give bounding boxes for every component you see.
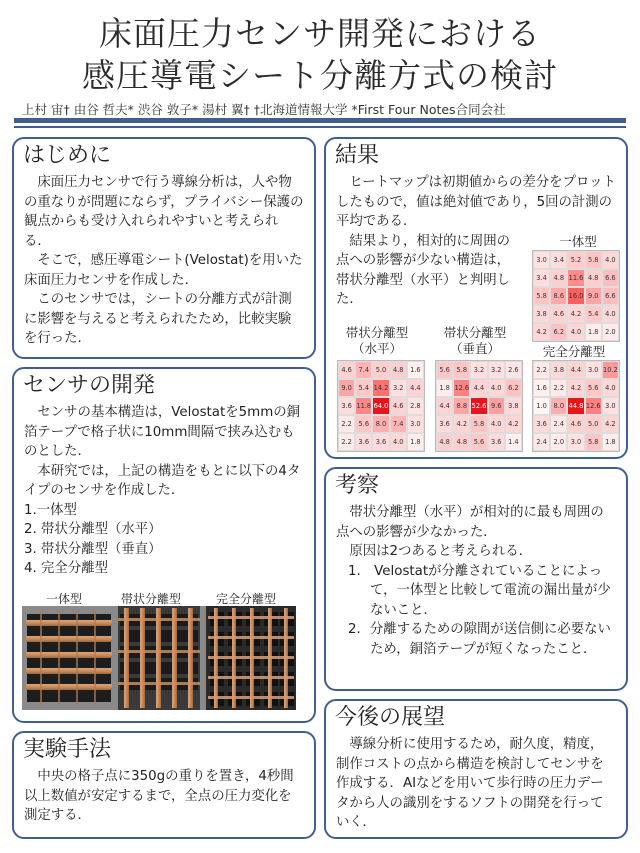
method-paragraph-1: 中央の格子点に350gの重りを置き，4秒間以上数値が安定するまで，全点の圧力変化を測定する． [24, 769, 294, 823]
heatmap-cell: 4.0 [602, 305, 619, 323]
heatmap-cell: 4.0 [602, 251, 619, 269]
heatmap-cell: 4.6 [338, 361, 355, 379]
heatmap-cell: 4.6 [550, 305, 567, 323]
heatmap-cell: 4.4 [567, 361, 584, 379]
heatmap-cell: 3.4 [533, 269, 550, 287]
authors-line: 上村 宙† 由谷 哲夫* 渋谷 敦子* 湯村 翼† †北海道情報大学 *First Four Notes合同会社 [22, 102, 506, 117]
heatmap-cell: 1.6 [407, 361, 424, 379]
heatmap-cell: 4.4 [436, 397, 453, 415]
sensor-type-list [24, 501, 304, 579]
discussion-paragraph-1: 帯状分離型（水平）が相対的に最も周囲の点への影響が少なかった． [336, 505, 604, 540]
heatmap-cell: 4.0 [488, 379, 505, 397]
intro-paragraph-2: そこで，感圧導電シート(Velostat)を用いた床面圧力センサを作成した． [24, 253, 303, 288]
method-panel [12, 731, 316, 839]
heatmap-integrated [532, 250, 620, 342]
heatmap-cell: 5.6 [355, 415, 372, 433]
heatmap-cell: 4.0 [602, 379, 619, 397]
heatmap-cell: 3.8 [550, 361, 567, 379]
heatmap-label-strip-vertical: 帯状分離型 （垂直） [443, 325, 507, 356]
heatmap-label-integrated: 一体型 [559, 234, 597, 249]
heatmap-cell: 2.4 [533, 433, 550, 451]
heatmap-cell: 8.8 [453, 397, 470, 415]
heatmap-cell: 3.6 [488, 433, 505, 451]
future-paragraph-1: 導線分析に使用するため，耐久度，精度，制作コストの点から構造を検討してセンサを作成する．AIなどを用いて歩行時の圧力データから人の識別をするソフトの開発を行っていく． [336, 737, 604, 830]
heatmap-cell: 12.6 [453, 379, 470, 397]
heatmap-cell: 5.0 [372, 361, 389, 379]
heatmap-cell: 4.8 [390, 361, 407, 379]
sensor-integrated-image [26, 610, 112, 706]
intro-panel [12, 137, 316, 359]
intro-heading: はじめに [23, 143, 112, 168]
heatmap-cell: 3.2 [488, 361, 505, 379]
heatmap-cell: 6.2 [550, 323, 567, 341]
heatmap-cell: 3.8 [533, 305, 550, 323]
header-rule-thick [14, 118, 626, 123]
heatmap-cell: 5.8 [533, 287, 550, 305]
heatmap-cell: 12.6 [585, 397, 602, 415]
sensor-type-item: 2. 帯状分離型（水平） [24, 522, 162, 537]
sensor-heading: センサの開発 [23, 373, 156, 398]
heatmap-cell: 3.2 [390, 379, 407, 397]
heatmap-cell: 3.0 [585, 361, 602, 379]
heatmap-cell: 4.6 [390, 397, 407, 415]
heatmap-cell: 5.4 [585, 305, 602, 323]
heatmap-cell: 5.8 [453, 361, 470, 379]
heatmap-cell: 2.0 [602, 323, 619, 341]
discussion-paragraph-2: 原因は2つあると考えられる． [349, 544, 532, 559]
intro-body [24, 173, 304, 349]
heatmap-cell: 16.0 [567, 287, 584, 305]
discussion-item: 1. Velostatが分離されていることによって，一体型と比較して電流の漏出量が少ないこと． [348, 563, 611, 618]
heatmap-cell: 3.0 [602, 397, 619, 415]
heatmap-cell: 4.4 [407, 379, 424, 397]
heatmap-cell: 9.6 [488, 397, 505, 415]
heatmap-cell: 1.8 [602, 433, 619, 451]
poster-title-line-2: 感圧導電シート分離方式の検討 [82, 56, 558, 95]
sensor-paragraph-1: センサの基本構造は，Velostatを5mmの銅箔テープで格子状に10mm間隔で挟み込むものとした． [24, 405, 301, 459]
heatmap-cell: 52.6 [470, 397, 487, 415]
sensor-type-item: 4. 完全分離型 [24, 561, 108, 576]
heatmap-cell: 6.2 [505, 379, 522, 397]
heatmap-cell: 1.8 [436, 379, 453, 397]
method-body [24, 767, 304, 826]
sensor-type-item: 3. 帯状分離型（垂直） [24, 541, 162, 557]
heatmap-cell: 11.6 [567, 269, 584, 287]
photo-label-integrated: 一体型 [46, 592, 83, 606]
discussion-item: 2．分離するための隙間が送信側に必要ないため，銅箔テープが短くなったこと． [348, 622, 611, 657]
heatmap-cell: 2.8 [407, 397, 424, 415]
heatmap-cell: 3.6 [533, 415, 550, 433]
heatmap-cell: 5.6 [436, 361, 453, 379]
heatmap-cell: 3.8 [505, 397, 522, 415]
heatmap-cell: 5.6 [470, 433, 487, 451]
heatmap-cell: 1.0 [533, 397, 550, 415]
heatmap-cell: 5.2 [567, 251, 584, 269]
heatmap-cell: 5.4 [355, 379, 372, 397]
heatmap-cell: 3.6 [436, 415, 453, 433]
heatmap-strip-vertical [435, 360, 523, 452]
heatmap-cell: 4.2 [505, 415, 522, 433]
heatmap-cell: 6.6 [602, 287, 619, 305]
heatmap-cell: 1.8 [585, 323, 602, 341]
method-heading: 実験手法 [23, 737, 112, 762]
heatmap-cell: 5.8 [470, 415, 487, 433]
heatmap-label-full: 完全分離型 [542, 344, 606, 359]
sensor-body [24, 403, 304, 579]
future-body [336, 735, 616, 833]
heatmap-cell: 8.6 [550, 287, 567, 305]
heatmap-cell: 8.0 [550, 397, 567, 415]
heatmap-cell: 4.6 [567, 415, 584, 433]
heatmap-cell: 4.0 [488, 415, 505, 433]
heatmap-cell: 2.4 [550, 415, 567, 433]
heatmap-cell: 5.6 [585, 379, 602, 397]
sensor-paragraph-2: 本研究では，上記の構造をもとに以下の4タイプのセンサを作成した． [24, 463, 301, 498]
heatmap-cell: 4.2 [567, 305, 584, 323]
heatmap-cell: 2.2 [550, 379, 567, 397]
heatmap-cell: 8.0 [372, 415, 389, 433]
sensor-type-item: 1.一体型 [24, 502, 77, 518]
results-heading: 結果 [335, 143, 380, 168]
heatmap-cell: 4.2 [533, 323, 550, 341]
heatmap-cell: 14.2 [372, 379, 389, 397]
heatmap-cell: 1.8 [407, 433, 424, 451]
heatmap-cell: 2.2 [533, 361, 550, 379]
heatmap-cell: 44.8 [567, 397, 584, 415]
intro-paragraph-3: このセンサでは，シートの分離方式が計測に影響を与えると考えられたため，比較実験を行った． [24, 292, 292, 346]
heatmap-cell: 4.4 [470, 379, 487, 397]
heatmap-cell: 3.0 [533, 251, 550, 269]
sensor-photo [22, 606, 296, 710]
heatmap-cell: 9.0 [338, 379, 355, 397]
heatmap-cell: 2.0 [550, 433, 567, 451]
heatmap-cell: 3.6 [355, 433, 372, 451]
discussion-heading: 考察 [335, 473, 380, 498]
heatmap-cell: 10.2 [602, 361, 619, 379]
heatmap-cell: 1.4 [505, 433, 522, 451]
intro-paragraph-1: 床面圧力センサで行う導線分析は，人や物の重なりが問題にならず，プライバシー保護の観点からも受け入れられやすいと考えられる． [24, 175, 304, 249]
heatmap-cell: 2.2 [338, 415, 355, 433]
heatmap-cell: 4.0 [567, 323, 584, 341]
heatmap-full [532, 360, 620, 452]
results-paragraph-1: ヒートマップは初期値からの差分をプロットしたもので，値は絶対値であり，5回の計測の平均である． [336, 175, 616, 229]
sensor-strip-image [118, 606, 200, 710]
photo-label-full: 完全分離型 [216, 592, 277, 606]
heatmap-cell: 4.2 [602, 415, 619, 433]
heatmap-cell: 7.4 [390, 415, 407, 433]
heatmap-cell: 3.2 [470, 361, 487, 379]
discussion-body [336, 503, 616, 659]
heatmap-cell: 64.0 [372, 397, 389, 415]
future-heading: 今後の展望 [335, 705, 446, 730]
heatmap-cell: 4.2 [453, 415, 470, 433]
heatmap-cell: 3.6 [338, 397, 355, 415]
heatmap-cell: 4.0 [390, 433, 407, 451]
discussion-panel [324, 467, 628, 691]
results-paragraph-2: 結果より，相対的に周囲の点への影響が少ない構造は，帯状分離型（水平）と判明した． [336, 233, 511, 307]
heatmap-cell: 5.0 [585, 415, 602, 433]
heatmap-cell: 5.8 [585, 251, 602, 269]
heatmap-cell: 4.8 [585, 269, 602, 287]
heatmap-cell: 3.6 [372, 433, 389, 451]
heatmap-cell: 2.2 [338, 433, 355, 451]
heatmap-cell: 3.4 [550, 251, 567, 269]
heatmap-cell: 4.8 [453, 433, 470, 451]
heatmap-cell: 3.0 [567, 433, 584, 451]
heatmap-cell: 4.8 [436, 433, 453, 451]
poster-title-line-1: 床面圧力センサ開発における [99, 14, 541, 53]
heatmap-cell: 2.6 [505, 361, 522, 379]
heatmap-cell: 3.0 [407, 415, 424, 433]
heatmap-cell: 7.4 [355, 361, 372, 379]
heatmap-cell: 1.6 [533, 379, 550, 397]
heatmap-label-strip-horizontal: 帯状分離型 （水平） [345, 325, 409, 356]
heatmap-cell: 5.8 [585, 433, 602, 451]
heatmap-cell: 9.0 [585, 287, 602, 305]
header-rule-thin [14, 126, 626, 128]
heatmap-cell: 6.6 [602, 269, 619, 287]
sensor-full-image [206, 606, 296, 710]
heatmap-cell: 4.2 [567, 379, 584, 397]
heatmap-cell: 11.8 [355, 397, 372, 415]
photo-label-strip: 帯状分離型 [121, 592, 182, 606]
heatmap-cell: 4.8 [550, 269, 567, 287]
heatmap-strip-horizontal [337, 360, 425, 452]
future-panel [324, 699, 628, 839]
